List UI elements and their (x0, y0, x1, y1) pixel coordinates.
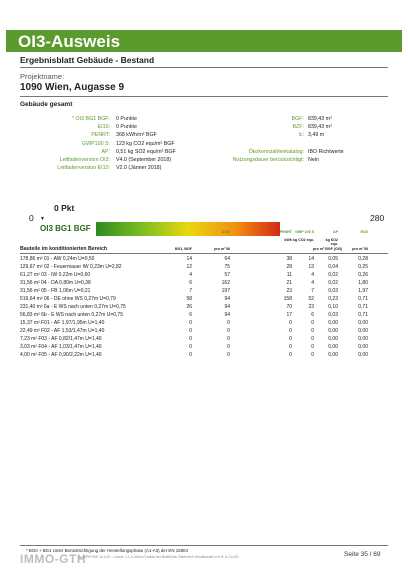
kv-label: BZF: (292, 124, 304, 130)
kv-label: EI10: (97, 124, 110, 130)
row-component: 22,49 m² F02 - AF 1,53/1,47m U=1,40 (20, 328, 105, 334)
page-title: OI3-Ausweis (18, 32, 121, 51)
row-value: 0 (189, 344, 192, 350)
row-value: 94 (224, 296, 230, 302)
row-value: 0 (189, 336, 192, 342)
kv-value: 368 kWh/m² BGF (116, 132, 157, 138)
kv-label: lc: (298, 132, 304, 138)
row-value: 0,02 (328, 272, 338, 278)
row-component: 15,37 m² F01 - AF 1,97/1,95m U=1,40 (20, 320, 105, 326)
kv-value: IBO Richtwerte (308, 149, 344, 155)
row-value: 4 (311, 272, 314, 278)
row-value: 75 (224, 264, 230, 270)
row-value: 0,00 (328, 344, 338, 350)
kv-value: 839,43 m² (308, 116, 332, 122)
table-row (20, 320, 388, 328)
project-address: 1090 Wien, Augasse 9 (20, 82, 125, 93)
kv-label: PENRT: (91, 132, 110, 138)
col-header-penrt: PENRT (279, 230, 292, 234)
kv-value: V4.0 (September 2018) (116, 157, 172, 163)
row-value: 0,10 (328, 304, 338, 310)
kv-value: 123 kg CO2 equ/m² BGF (116, 141, 175, 147)
col-sub-perm-bi: pro m² BI (352, 247, 368, 251)
row-value: 0,26 (358, 272, 368, 278)
col-header-ei: EI10 (360, 230, 368, 234)
table-row (20, 272, 388, 280)
row-value: 1,97 (358, 288, 368, 294)
row-value: 0 (289, 352, 292, 358)
row-value: 6 (311, 312, 314, 318)
kv-label: Leitfadenversion OI3: (59, 157, 110, 163)
row-value: 23 (286, 288, 292, 294)
company-logo: IMMO-GTH (20, 552, 86, 566)
row-value: 197 (221, 288, 230, 294)
table-row (20, 344, 388, 352)
divider (20, 545, 388, 546)
table-row (20, 352, 388, 360)
row-component: 61,27 m² 03 - IW 0,22m U=0,60 (20, 272, 91, 278)
col-sub-bg1: BG1, BGF (175, 247, 192, 251)
row-value: 0,71 (358, 304, 368, 310)
scale-max: 280 (370, 213, 385, 223)
row-value: 21 (286, 280, 292, 286)
row-value: 0 (289, 320, 292, 326)
row-value: 0,04 (328, 264, 338, 270)
row-value: 0,28 (358, 256, 368, 262)
row-value: 0,00 (328, 328, 338, 334)
row-value: 0 (227, 336, 230, 342)
kv-label: AP: (101, 149, 110, 155)
row-value: 52 (308, 296, 314, 302)
kv-value: Nein (308, 157, 319, 163)
row-component: 178,86 m² 01 - AW 0,24m U=0,50 (20, 256, 95, 262)
page-number: Seite 35 / 69 (344, 551, 381, 558)
kv-value: 0,51 kg SO2 equ/m² BGF (116, 149, 176, 155)
row-value: 0 (189, 352, 192, 358)
col-header-oi3: ΔOI3 (221, 230, 230, 234)
row-value: 7 (189, 288, 192, 294)
row-value: 26 (186, 304, 192, 310)
row-value: 13 (308, 264, 314, 270)
row-component: 231,40 m² 6a - E WS nach unten 0,27m U=0,75 (20, 304, 126, 310)
row-value: 4 (311, 280, 314, 286)
row-value: 0,00 (358, 328, 368, 334)
row-value: 0 (189, 320, 192, 326)
row-value: 0,23 (328, 296, 338, 302)
project-label: Projektname: (20, 72, 65, 81)
row-component: 31,56 m² 05 - FB 1,06m U=0,21 (20, 288, 91, 294)
row-value: 0 (311, 344, 314, 350)
kv-label: * OI3 BG1 BGF: (72, 116, 110, 122)
kv-value: 839,43 m² (308, 124, 332, 130)
table-row (20, 304, 388, 312)
divider (20, 253, 388, 254)
score-points: 0 Pkt (54, 203, 75, 213)
row-value: 0,00 (328, 320, 338, 326)
row-value: 0,00 (358, 352, 368, 358)
divider (20, 96, 388, 97)
row-value: 6 (189, 312, 192, 318)
row-value: 14 (186, 256, 192, 262)
row-component: 31,56 m² 04 - DA 0,80m U=0,38 (20, 280, 91, 286)
col-unit-gwp: kg CO2 equ. (293, 238, 314, 242)
kv-value: 0 Punkte (116, 116, 137, 122)
kv-label: GWP100 S: (82, 141, 110, 147)
row-value: 0,00 (358, 320, 368, 326)
row-component: 3,03 m² F04 - AF 1,03/1,47m U=1,40 (20, 344, 102, 350)
footnote: * BG0 + BG1 Unter Berücksichtigung der Herstellungsphase (A1-A3) der EN 15804 (26, 548, 188, 553)
col-sub-prom: pro m² BI (214, 247, 230, 251)
row-value: 28 (286, 264, 292, 270)
table-row (20, 264, 388, 272)
kv-label: Leitfadenversion EI10: (57, 165, 110, 171)
row-value: 6 (189, 280, 192, 286)
row-value: 17 (286, 312, 292, 318)
row-value: 0,25 (358, 264, 368, 270)
row-value: 0 (289, 328, 292, 334)
col-header-gwp: GWP 100 S (295, 230, 314, 234)
row-value: 0 (311, 336, 314, 342)
row-value: 58 (186, 296, 192, 302)
col-header-ap: AP (333, 230, 338, 234)
row-value: 0,71 (358, 296, 368, 302)
software-note: ArchiPHYSIK 16.0.20 - Lizenz: 1.1.3-Jülich Produkt der BuildDesk Österreich Gesellschaft m.b.H. & Co.KG (78, 555, 239, 559)
kv-label: Ökokennzahlenkatalog: (248, 149, 304, 155)
row-value: 14 (308, 256, 314, 262)
row-value: 4 (189, 272, 192, 278)
bar-label: OI3 BG1 BGF (40, 224, 91, 233)
page-subtitle: Ergebnisblatt Gebäude - Bestand (20, 55, 155, 65)
row-value: 64 (224, 256, 230, 262)
row-component: 519,64 m² 06 - DE ohne WS 0,27m U=0,79 (20, 296, 116, 302)
col-unit-ap: kg SO2 equ. (325, 238, 338, 246)
row-component: 56,83 m² 6b - E WS nach unten 0,27m U=0,75 (20, 312, 123, 318)
row-value: 11 (286, 272, 292, 278)
table-row (20, 288, 388, 296)
row-value: 0,02 (328, 280, 338, 286)
row-value: 0 (227, 320, 230, 326)
row-value: 0 (227, 344, 230, 350)
col-unit-penrt: kWh (284, 238, 292, 242)
table-row (20, 328, 388, 336)
table-row (20, 336, 388, 344)
scale-min: 0 (29, 213, 34, 223)
score-gradient-bar (96, 222, 280, 236)
row-value: 0,00 (358, 336, 368, 342)
row-component: 7,23 m² F03 - AF 0,82/1,47m U=1,40 (20, 336, 102, 342)
table-row (20, 312, 388, 320)
row-value: 0,00 (328, 336, 338, 342)
row-value: 0,00 (358, 344, 368, 350)
divider (20, 67, 388, 68)
table-row (20, 256, 388, 264)
row-value: 158 (283, 296, 292, 302)
row-value: 70 (286, 304, 292, 310)
row-value: 0,05 (328, 256, 338, 262)
row-value: 0 (289, 344, 292, 350)
row-component: 129,67 m² 02 - Feuermauer IW 0,23m U=2,82 (20, 264, 122, 270)
row-value: 38 (286, 256, 292, 262)
marker-arrow-icon: ▼ (40, 216, 45, 222)
kv-label: Nutzungsdauer berücksichtigt: (232, 157, 304, 163)
section-title: Gebäude gesamt (20, 101, 73, 108)
title-banner (6, 30, 402, 52)
table-title: Bauteile im konditionierten Bereich (20, 246, 108, 252)
row-value: 162 (221, 280, 230, 286)
kv-value: 3,49 m (308, 132, 325, 138)
kv-value: V2.0 (Jänner 2018) (116, 165, 162, 171)
row-value: 0 (311, 352, 314, 358)
kv-label: BGF: (291, 116, 304, 122)
row-value: 23 (308, 304, 314, 310)
row-component: 4,00 m² F05 - AF 0,90/2,22m U=1,40 (20, 352, 102, 358)
row-value: 0 (227, 328, 230, 334)
table-row (20, 280, 388, 288)
row-value: 0 (227, 352, 230, 358)
row-value: 94 (224, 304, 230, 310)
row-value: 0,03 (328, 312, 338, 318)
row-value: 94 (224, 312, 230, 318)
row-value: 0 (311, 328, 314, 334)
row-value: 0 (189, 328, 192, 334)
row-value: 12 (186, 264, 192, 270)
kv-value: 0 Punkte (116, 124, 137, 130)
row-value: 57 (224, 272, 230, 278)
table-row (20, 296, 388, 304)
row-value: 0,00 (328, 352, 338, 358)
row-value: 0 (289, 336, 292, 342)
row-value: 0 (311, 320, 314, 326)
row-value: 0,71 (358, 312, 368, 318)
row-value: 0,03 (328, 288, 338, 294)
row-value: 1,80 (358, 280, 368, 286)
col-sub-perm-bgf: pro m² BGF (OI3) (313, 247, 342, 251)
row-value: 7 (311, 288, 314, 294)
